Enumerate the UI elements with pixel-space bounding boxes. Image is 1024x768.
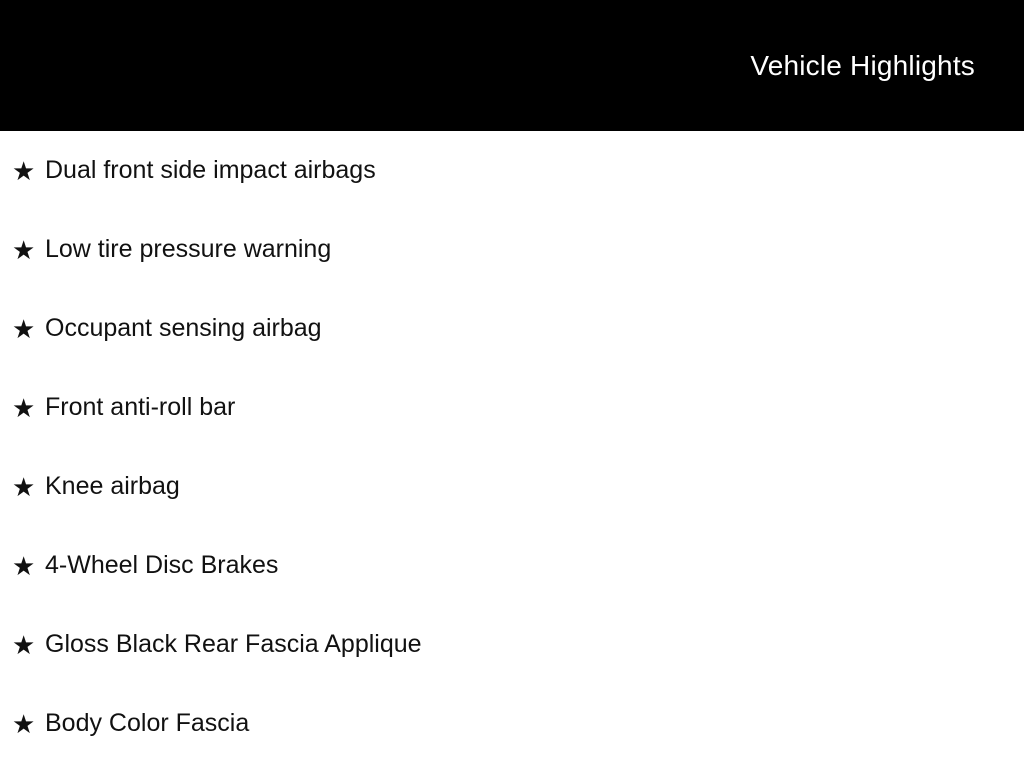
list-item [0, 526, 1024, 605]
list-item [0, 605, 1024, 684]
list-item [0, 447, 1024, 526]
star-icon: ★ [12, 629, 36, 660]
list-item [0, 368, 1024, 447]
highlight-label: Front anti-roll bar [45, 393, 236, 421]
highlights-list [0, 131, 1024, 763]
highlights-section [0, 131, 1024, 763]
page-title: Vehicle Highlights [750, 49, 975, 81]
highlight-label: Gloss Black Rear Fascia Applique [45, 630, 422, 658]
highlight-label: Dual front side impact airbags [45, 156, 376, 184]
highlight-label: Low tire pressure warning [45, 235, 332, 263]
highlight-label: Body Color Fascia [45, 709, 250, 737]
highlight-label: Occupant sensing airbag [45, 314, 322, 342]
star-icon: ★ [12, 392, 36, 423]
star-icon: ★ [12, 550, 36, 581]
list-item [0, 131, 1024, 210]
header-bar [0, 0, 1024, 131]
star-icon: ★ [12, 234, 36, 265]
list-item [0, 289, 1024, 368]
star-icon: ★ [12, 313, 36, 344]
star-icon: ★ [12, 471, 36, 502]
star-icon: ★ [12, 155, 36, 186]
star-icon: ★ [12, 708, 36, 739]
list-item [0, 684, 1024, 763]
highlight-label: 4-Wheel Disc Brakes [45, 551, 279, 579]
list-item [0, 210, 1024, 289]
highlight-label: Knee airbag [45, 472, 180, 500]
